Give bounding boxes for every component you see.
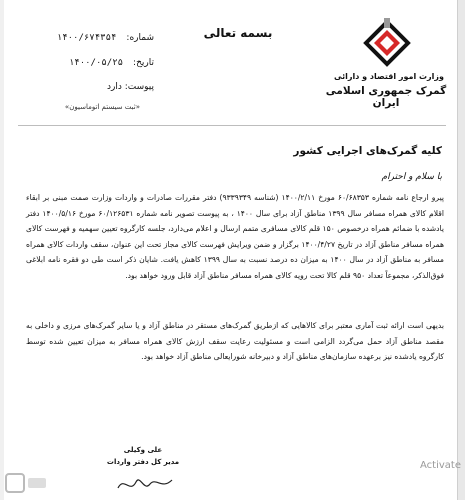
date-value: ۱۴۰۰/۰۵/۲۵ — [68, 58, 124, 68]
date-label: تاریخ: — [133, 58, 154, 68]
header-divider — [18, 125, 446, 126]
letter-salutation: با سلام و احترام — [381, 172, 442, 182]
letter-paragraph-1: پیرو ارجاع نامه شماره ۶۰/۶۸۳۵۳ مورخ ۱۴۰۰/۲/۱۱ (شناسه ۹۳۳۹۳۴۹) دفتر مقررات صادرات و واردات وزارت صمت مبنی بر ابقاء اقلام کالای همراه مسافر سال ۱۳۹۹ مناطق آزاد برای سال ۱۴۰۰ ، به پیوست تصویر نامه شماره ۶۰/۱۲۶۵۳۱ مورخ ۱۴۰۰/۵/۱۶ دفتر یادشده با ضمائم همراه درخصوص ۱۵۰ قلم کالای مسافری متمم ارسال و اعلام می‌دارد، جلسه کارگروه تعیین سهمیه و فهرست کالای همراه مسافر مناطق آزاد در تاریخ ۱۴۰۰/۴/۲۷ برگزار و ضمن ویرایش فهرست کالای مجاز تحت این عنوان، سقف واردات کالای همراه مسافر به مناطق آزاد در سال ۱۴۰۰ به میزان ده درصد نسبت به سال ۱۳۹۹ کاهش یافت. شایان ذکر است طی دو فقره نامه ابلاغی فوق‌الذکر، مجموعاً تعداد ۹۵۰ قلم کالا تحت رویه کالای همراه مسافر مناطق آزاد قابل ورود خواهد بود. — [26, 193, 444, 280]
basmala-heading: بسمه تعالی — [203, 26, 273, 40]
letter-paragraph-2: بدیهی است ارائه ثبت آماری معتبر برای کالاهایی که ازطریق گمرک‌های مستقر در مناطق آزاد و یا سایر گمرک‌های مرزی و داخلی به مقصد مناطق آزاد حمل می‌گردد الزامی است و مسئولیت رعایت سقف ارزش کالای همراه مسافر به میزان تعیین شده توسط کارگروه یادشده نیز برعهده سازمان‌های مناطق آزاد و دبیرخانه شورایعالی مناطق آزاد خواهد بود. — [26, 321, 444, 361]
signatory-title: مدیر کل دفتر واردات — [106, 458, 180, 466]
paper-edge-left — [0, 0, 4, 500]
watermark-logo-icon — [4, 470, 50, 496]
number-value: ۱۴۰۰/۶۷۴۳۵۴ — [56, 33, 117, 43]
signatory-name: علی وکیلی — [123, 446, 163, 454]
org-ministry-line: وزارت امور اقتصاد و دارائی — [334, 72, 444, 81]
meta-date-row — [14, 58, 154, 72]
letter-addressee: کلیه گمرک‌های اجرایی کشور — [293, 145, 442, 157]
attachment-label: پیوست: دارد — [106, 82, 154, 92]
meta-number-row — [14, 33, 154, 47]
handwritten-signature-icon — [110, 468, 180, 498]
meta-attachment-row — [14, 82, 154, 96]
paper-edge-right — [457, 0, 465, 500]
customs-logo-icon — [362, 18, 412, 68]
os-activate-watermark: Activate — [420, 460, 461, 471]
number-label: شماره: — [126, 33, 154, 43]
system-note: «ثبت سیستم اتوماسیون» — [64, 103, 140, 111]
org-customs-line: گمرک جمهوری اسلامی ایران — [325, 85, 447, 109]
